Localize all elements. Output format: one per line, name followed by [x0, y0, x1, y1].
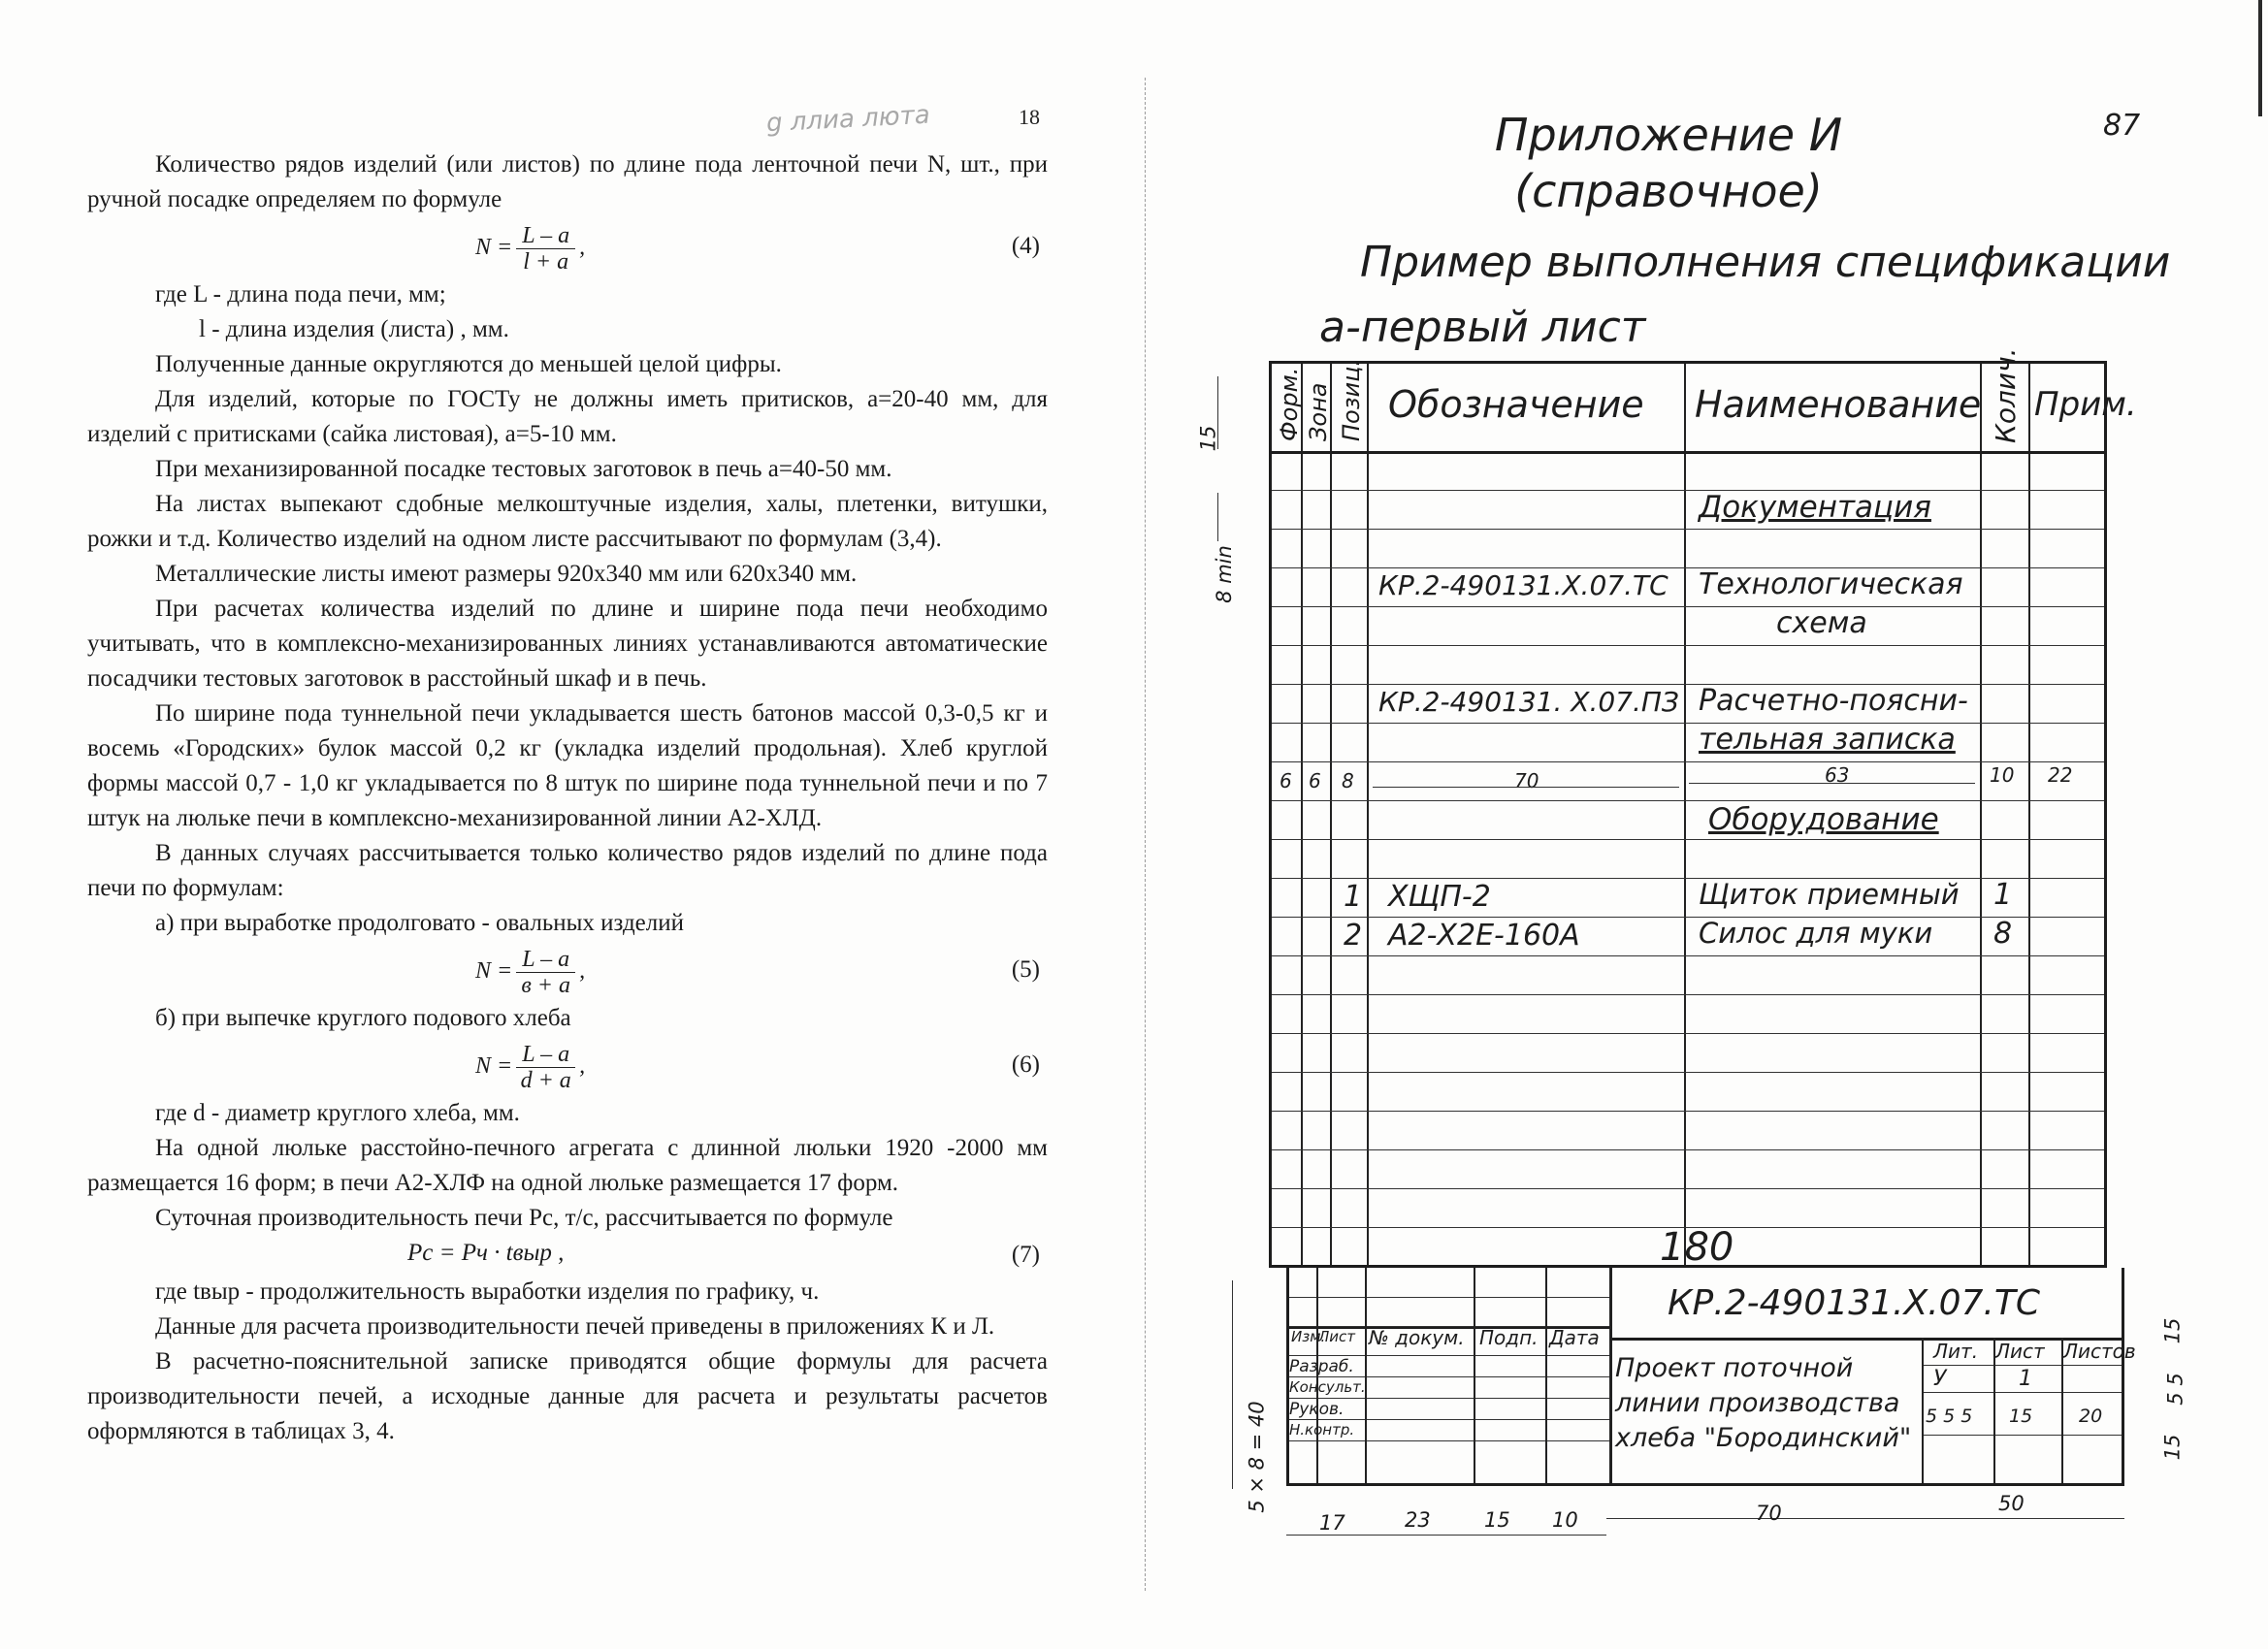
project-title-line2: линии производства — [1615, 1388, 1900, 1418]
pencil-note: g ллиа люта — [765, 100, 931, 139]
appendix-title: Приложение И — [1494, 109, 1843, 161]
stamp-widths-lit: 5 5 5 — [1926, 1406, 1973, 1427]
paragraph: Суточная производительность печи Рс, т/с, рассчитывается по формуле — [155, 1205, 893, 1231]
dim-line — [1232, 1280, 1233, 1489]
equip-row-position: 2 — [1344, 919, 1363, 953]
stamp-col-sheet: Лист — [1318, 1328, 1356, 1345]
stamp-role-consultant: Консульт. — [1289, 1378, 1366, 1396]
equip-row-name: Щиток приемный — [1699, 878, 1960, 911]
paragraph: где L - длина пода печи, мм; — [155, 281, 446, 307]
dim-line — [1217, 493, 1218, 541]
equip-row-quantity: 1 — [1993, 878, 2013, 912]
page-edge — [2258, 0, 2262, 116]
stamp-role-normcontrol: Н.контр. — [1289, 1421, 1355, 1439]
stamp-sheet-label: Лист — [1995, 1340, 2045, 1363]
paragraph: При расчетах количества изделий по длине и ширине пода печи необходимо учитывать, что в комплексно-механизированных линиях устанавливаются автоматические посадчики тестовых заготовок в расстойный шкаф и в печь. — [87, 596, 1048, 692]
left-page-number: 18 — [1019, 105, 1040, 129]
left-page-text — [87, 97, 1048, 1571]
paragraph: б) при выпечке круглого подового хлеба — [155, 1005, 571, 1031]
paragraph: Полученные данные округляются до меньшей целой цифры. — [155, 351, 782, 377]
dim-bottom-17: 17 — [1319, 1511, 1345, 1535]
specification-table — [1269, 347, 2137, 1270]
appendix-subtitle: (справочное) — [1514, 165, 1823, 217]
paragraph: На одной люльке расстойно-печного агрегата с длинной люльки 1920 -2000 мм размещается 16 форм; в печи А2-ХЛФ на одной люльке размещается 17 форм. — [87, 1135, 1048, 1196]
dim-bottom-70: 70 — [1756, 1502, 1782, 1525]
paragraph: В расчетно-пояснительной записке приводятся общие формулы для расчета производительности печей, а исходные данные для расчета и результаты расчетов оформляются в таблицах 3, 4. — [87, 1348, 1048, 1444]
stamp-role-developer: Разраб. — [1289, 1357, 1354, 1376]
paragraph: где d - диаметр круглого хлеба, мм. — [155, 1100, 520, 1126]
header-format: Форм. — [1276, 367, 1303, 441]
dim-stamp-15: 15 — [2160, 1317, 2185, 1344]
dim-stamp-15b: 15 — [2160, 1434, 2185, 1461]
dim-15-label: 15 — [1196, 425, 1220, 452]
formula-4: N = $\frac{L - a}{l + a}$ , (4) — [475, 223, 1040, 275]
paragraph: Металлические листы имеют размеры 920х340 мм или 620х340 мм. — [155, 561, 858, 587]
equip-row-quantity: 8 — [1993, 917, 2013, 951]
formula-5: N = $\frac{L - a}{в + a}$ , (5) — [475, 947, 1040, 998]
paragraph: Для изделий, которые по ГОСТу не должны иметь притисков, а=20-40 мм, для изделий с притисками (сайка листовая), а=5-10 мм. — [87, 386, 1048, 447]
col-width-zone: 6 — [1309, 769, 1321, 792]
dim-line — [1606, 1518, 2124, 1519]
col-width-format: 6 — [1280, 769, 1292, 792]
paragraph: На листах выпекают сдобные мелкоштучные изделия, халы, плетенки, витушки, рожки и т.д. Количество изделий на одном листе рассчитывают по формулам (3,4). — [87, 491, 1048, 552]
doc-code: КР.2-490131.Х.07.ТС — [1668, 1283, 2040, 1323]
stamp-lit-value: У — [1933, 1367, 1947, 1391]
stamp-lit-label: Лит. — [1933, 1340, 1979, 1363]
page-crease — [1145, 78, 1148, 1591]
col-width-designation: 70 — [1514, 769, 1539, 792]
stamp-width-sheets: 20 — [2079, 1406, 2103, 1427]
header-designation: Обозначение — [1388, 383, 1644, 426]
col-width-note: 22 — [2048, 763, 2073, 787]
project-title-line3: хлеба "Бородинский" — [1615, 1423, 1912, 1453]
doc-row-name-cont: тельная записка — [1699, 723, 1956, 757]
stamp-width-sheet: 15 — [2009, 1406, 2033, 1427]
dim-bottom-15: 15 — [1484, 1508, 1510, 1532]
paragraph: В данных случаях рассчитывается только количество рядов изделий по длине пода печи по формулам: — [87, 840, 1048, 901]
col-width-name: 63 — [1825, 763, 1850, 787]
col-width-position: 8 — [1342, 769, 1354, 792]
stamp-sheet-value: 1 — [2019, 1367, 2032, 1391]
dim-line — [1286, 1535, 1606, 1536]
paragraph: Количество рядов изделий (или листов) по длине пода ленточной печи N, шт., при ручной посадке определяем по формуле — [87, 151, 1048, 212]
dim-stamp-rows: 5 × 8 = 40 — [1245, 1401, 1269, 1513]
dim-line — [1373, 787, 1679, 788]
stamp-col-change: Изм. — [1291, 1328, 1326, 1345]
paragraph: l - длина изделия (листа) , мм. — [199, 316, 509, 342]
stamp-role-supervisor: Руков. — [1289, 1400, 1345, 1419]
header-quantity: Колич. — [1990, 347, 2022, 443]
title-block — [1286, 1268, 2136, 1486]
dim-stamp-5: 5 5 — [2163, 1373, 2187, 1406]
section-equipment: Оборудование — [1708, 802, 1939, 837]
dim-8min-label: 8 min — [1212, 545, 1236, 603]
stamp-col-date: Дата — [1549, 1326, 1600, 1349]
header-position: Позиц. — [1338, 358, 1365, 441]
project-title-line1: Проект поточной — [1615, 1353, 1854, 1383]
equip-row-name: Силос для муки — [1699, 917, 1933, 950]
doc-row-name: Расчетно-поясни- — [1699, 684, 1968, 718]
stamp-col-signature: Подп. — [1479, 1326, 1539, 1349]
dim-bottom-10: 10 — [1552, 1508, 1578, 1532]
dim-line — [1689, 783, 1975, 784]
doc-row-designation: КР.2-490131. Х.07.ПЗ — [1378, 686, 1679, 718]
equip-row-designation: А2-Х2Е-160А — [1388, 919, 1580, 953]
paragraph: По ширине пода туннельной печи укладывается шесть батонов массой 0,3-0,5 кг и восемь «Городских» булок массой 0,2 кг (укладка изделий продольная). Хлеб круглой формы массой 0,7 - 1,0 кг укладывается по 8 штук по ширине пода туннельной печи и по 7 штук на люльке печи в комплексно-механизированной линии А2-ХЛД. — [87, 700, 1048, 831]
paragraph: а) при выработке продолговато - овальных изделий — [155, 910, 685, 936]
formula-7: Рс = Рч · tвыр , (7) — [407, 1240, 1040, 1268]
paragraph: Данные для расчета производительности печей приведены в приложениях К и Л. — [155, 1313, 995, 1340]
dim-line — [1217, 376, 1218, 449]
equip-row-position: 1 — [1344, 880, 1363, 914]
handwritten-number: 180 — [1660, 1225, 1734, 1270]
doc-row-name-cont: схема — [1776, 606, 1867, 640]
col-width-quantity: 10 — [1990, 763, 2015, 787]
equip-row-designation: ХЩП-2 — [1388, 880, 1491, 914]
section-documentation: Документация — [1699, 490, 1931, 525]
sheet-title: а-первый лист — [1319, 303, 1646, 352]
doc-row-name: Технологическая — [1699, 567, 1963, 601]
example-title: Пример выполнения спецификации — [1360, 238, 2171, 287]
paragraph: где tвыр - продолжительность выработки изделия по графику, ч. — [155, 1278, 820, 1305]
right-page-number: 87 — [2103, 109, 2141, 143]
header-name: Наименование — [1695, 383, 1982, 426]
doc-row-designation: КР.2-490131.Х.07.ТС — [1378, 569, 1669, 601]
formula-6: N = $\frac{L - a}{d + a}$ , (6) — [475, 1042, 1040, 1093]
dim-bottom-50: 50 — [1998, 1492, 2025, 1515]
stamp-sheets-label: Листов — [2063, 1340, 2136, 1363]
header-zone: Зона — [1305, 382, 1332, 441]
header-note: Прим. — [2034, 385, 2137, 424]
dim-bottom-23: 23 — [1405, 1508, 1431, 1532]
paragraph: При механизированной посадке тестовых заготовок в печь а=40-50 мм. — [155, 456, 892, 482]
stamp-col-docnum: № докум. — [1369, 1326, 1465, 1349]
